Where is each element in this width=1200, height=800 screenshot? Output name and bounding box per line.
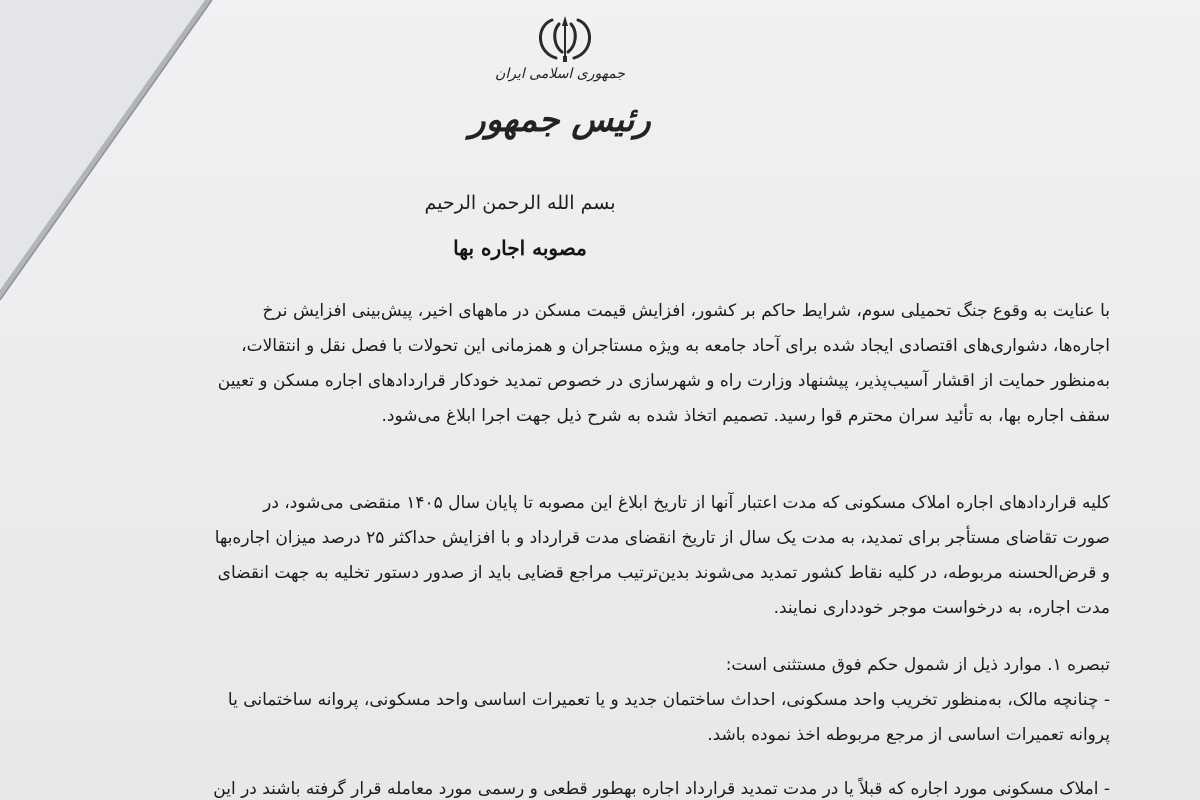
iran-emblem-icon — [530, 12, 600, 64]
document-title: مصوبه اجاره بها — [453, 236, 587, 260]
note-heading: تبصره ۱. موارد ذیل از شمول حکم فوق مستثنی است: — [725, 655, 1110, 675]
republic-label: جمهوری اسلامی ایران — [495, 66, 625, 82]
office-title: رئیس جمهور — [469, 100, 651, 140]
bismillah-line: بسم الله الرحمن الرحیم — [424, 192, 616, 214]
exception-item-1: - چنانچه مالک، به‌منظور تخریب واحد مسکونی، احداث ساختمان جدید و یا تعمیرات اساسی واحد مسکونی، پروانه ساختمانی یا پروانه تعمیرات اساسی از مرجع مربوطه اخذ نموده باشد. — [227, 690, 1110, 745]
preamble-paragraph: با عنایت به وقوع جنگ تحمیلی سوم، شرایط حاکم بر کشور، افزایش قیمت مسکن در ماههای اخیر، پیش‌بینی افزایش نرخ اجاره‌ها، دشواری‌های اقتصادی ایجاد شده برای آحاد جامعه به ویژه مستاجران و همزمانی این تحولات با فصل نقل و انتقالات، به‌منظور حمایت از اقشار آسیب‌پذیر، پیشنهاد وزارت راه و شهرسازی در خصوص تمدید خودکار قراردادهای اجاره مسکن و تعیین سقف اجاره بها، به تأئید سران محترم قوا رسید. تصمیم اتخاذ شده به شرح ذیل جهت اجرا ابلاغ می‌شود. — [217, 301, 1110, 426]
exception-item-2: - املاک مسکونی مورد اجاره که قبلاً یا در مدت تمدید قرارداد اجاره بهطور قطعی و رسمی مورد معامله قرار گرفته باشند در این — [213, 779, 1110, 799]
decision-paragraph: کلیه قراردادهای اجاره املاک مسکونی که مدت اعتبار آنها از تاریخ ابلاغ این مصوبه تا پایان سال ۱۴۰۵ منقضی می‌شود، در صورت تقاضای مستأجر برای تمدید، به مدت یک سال از تاریخ انقضای مدت قرارداد و با افزایش حداکثر ۲۵ درصد میزان اجاره‌بها و قرض‌الحسنه مربوطه، در کلیه نقاط کشور تمدید می‌شوند بدین‌ترتیب مراجع قضایی باید از صدور دستور تخلیه به جهت انقضای مدت اجاره، به درخواست موجر خودداری نمایند. — [214, 493, 1110, 618]
